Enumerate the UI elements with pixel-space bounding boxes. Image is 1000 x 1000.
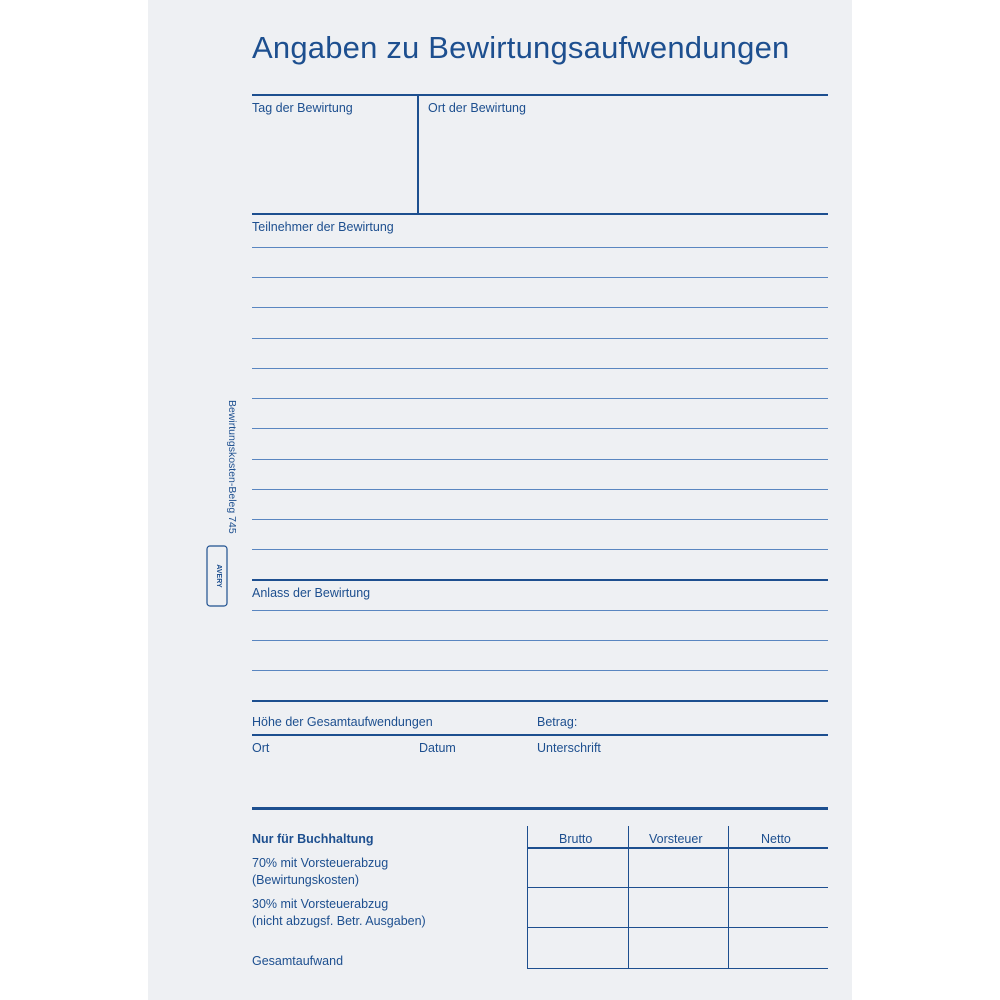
accounting-row1-line1: 70% mit Vorsteuerabzug (252, 856, 389, 870)
table-header-rule (527, 847, 828, 849)
rule-after-teilnehmer (252, 579, 828, 581)
rule-after-ort (252, 213, 828, 215)
label-ort: Ort (252, 741, 270, 755)
form-side-label: Bewirtungskosten-Beleg 745 (226, 400, 238, 534)
accounting-row1-line2: (Bewirtungskosten) (252, 873, 359, 887)
cell-brutto-row2[interactable] (529, 889, 627, 926)
teilnehmer-line[interactable] (252, 519, 828, 520)
cell-netto-row1[interactable] (730, 850, 827, 886)
cell-vorsteuer-row1[interactable] (630, 850, 727, 886)
accounting-row2-line2: (nicht abzugsf. Betr. Ausgaben) (252, 914, 426, 928)
column-vorsteuer: Vorsteuer (649, 832, 703, 846)
avery-zweckform-logo (206, 545, 228, 607)
label-teilnehmer: Teilnehmer der Bewirtung (252, 220, 394, 234)
table-bottom-rule (527, 968, 828, 969)
accounting-row3: Gesamtaufwand (252, 954, 344, 968)
svg-text:AVERY: AVERY (215, 564, 222, 588)
field-ort-der-bewirtung[interactable] (424, 118, 824, 210)
rule-after-anlass (252, 700, 828, 702)
anlass-line[interactable] (252, 640, 828, 641)
teilnehmer-line[interactable] (252, 368, 828, 369)
teilnehmer-line[interactable] (252, 398, 828, 399)
rule-betrag (252, 734, 828, 736)
field-unterschrift[interactable] (537, 758, 827, 802)
cell-vorsteuer-row2[interactable] (630, 889, 727, 926)
teilnehmer-line[interactable] (252, 338, 828, 339)
rule-top (252, 94, 828, 96)
cell-brutto-row3[interactable] (529, 929, 627, 967)
form-title: Angaben zu Bewirtungsaufwendungen (252, 30, 790, 65)
anlass-line[interactable] (252, 610, 828, 611)
teilnehmer-line[interactable] (252, 307, 828, 308)
accounting-row2-line1: 30% mit Vorsteuerabzug (252, 897, 389, 911)
label-ort-der-bewirtung: Ort der Bewirtung (428, 101, 526, 115)
label-betrag: Betrag: (537, 715, 578, 729)
teilnehmer-line[interactable] (252, 247, 828, 248)
anlass-line[interactable] (252, 670, 828, 671)
teilnehmer-line[interactable] (252, 459, 828, 460)
label-hoehe-gesamtaufwendungen: Höhe der Gesamtaufwendungen (252, 715, 433, 729)
label-anlass: Anlass der Bewirtung (252, 586, 371, 600)
label-unterschrift: Unterschrift (537, 741, 601, 755)
label-datum: Datum (419, 741, 456, 755)
column-netto: Netto (761, 832, 791, 846)
teilnehmer-line[interactable] (252, 428, 828, 429)
table-row-rule (527, 927, 828, 928)
divider-vertical-top (417, 95, 419, 214)
table-row-rule (527, 887, 828, 888)
label-tag-der-bewirtung: Tag der Bewirtung (252, 101, 353, 115)
field-tag-der-bewirtung[interactable] (252, 118, 412, 210)
accounting-heading: Nur für Buchhaltung (252, 832, 374, 846)
cell-netto-row3[interactable] (730, 929, 827, 967)
cell-brutto-row1[interactable] (529, 850, 627, 886)
teilnehmer-line[interactable] (252, 277, 828, 278)
teilnehmer-line[interactable] (252, 489, 828, 490)
teilnehmer-line[interactable] (252, 549, 828, 550)
cell-vorsteuer-row3[interactable] (630, 929, 727, 967)
column-brutto: Brutto (559, 832, 593, 846)
rule-accounting-separator (252, 807, 828, 810)
cell-netto-row2[interactable] (730, 889, 827, 926)
